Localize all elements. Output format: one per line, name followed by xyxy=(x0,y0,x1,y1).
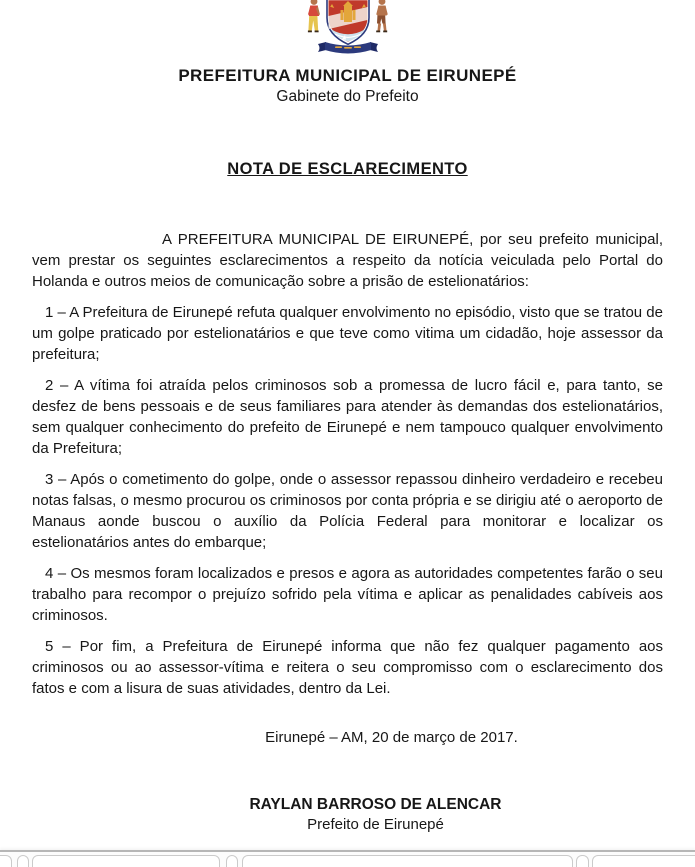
department-name: Gabinete do Prefeito xyxy=(276,88,419,105)
bottom-bar-field[interactable] xyxy=(592,855,695,867)
bottom-form-bar xyxy=(0,850,695,867)
note-item-5: 5 – Por fim, a Prefeitura de Eirunepé informa que não fez qualquer pagamento aos criminosos ou ao assessor-vítima e reitera o seu compromisso com o esclarecimento dos fatos e com a lisura de suas atividades, dentro da Lei. xyxy=(32,638,663,697)
dateline: Eirunepé – AM, 20 de março de 2017. xyxy=(265,729,518,746)
crest-left-figure xyxy=(307,0,319,32)
note-item-4: 4 – Os mesmos foram localizados e presos e agora as autoridades competentes farão o seu trabalho para recompor o prejuízo sofrido pela vítima e aplicar as penalidades cabíveis aos criminosos. xyxy=(32,565,663,624)
note-item-1: 1 – A Prefeitura de Eirunepé refuta qualquer envolvimento no episódio, visto que se tratou de um golpe praticado por estelionatários e que teve como vitima um cidadão, hoje assessor da prefeitura; xyxy=(32,304,663,363)
note-item-3: 3 – Após o cometimento do golpe, onde o assessor repassou dinheiro verdadeiro e recebeu notas falsas, o mesmo procurou os criminosos por conta própria e se dirigiu até o aeroporto de Manaus aonde buscou o auxílio da Polícia Federal para monitorar e localizar os estelionatários antes do embarque; xyxy=(32,471,663,551)
note-title: NOTA DE ESCLARECIMENTO xyxy=(227,160,468,178)
bottom-bar-field[interactable] xyxy=(226,855,238,867)
note-item-2: 2 – A vítima foi atraída pelos criminosos sob a promessa de lucro fácil e, para tanto, se desfez de bens pessoais e de seus familiares para atender às demandas dos estelionatários, sem qualquer conhecimento do prefeito de Eirunepé e nem tampouco qualquer envolvimento da Prefeitura; xyxy=(32,377,663,457)
signature-block xyxy=(32,794,663,835)
bottom-bar-field[interactable] xyxy=(576,855,589,867)
note-body xyxy=(32,159,663,835)
signature-role: Prefeito de Eirunepé xyxy=(307,816,444,833)
letterhead xyxy=(0,0,695,107)
coat-of-arms-icon xyxy=(304,0,392,60)
bottom-bar-field[interactable] xyxy=(17,855,29,867)
bottom-bar-field[interactable] xyxy=(242,855,573,867)
intro-paragraph: A PREFEITURA MUNICIPAL DE EIRUNEPÉ, por seu prefeito municipal, vem prestar os seguintes esclarecimentos a respeito da notícia veiculada pelo Portal do Holanda e outros meios de comunicação sobre a prisão de estelionatários: xyxy=(32,231,663,290)
bottom-bar-field[interactable] xyxy=(0,855,12,867)
signature-name: RAYLAN BARROSO DE ALENCAR xyxy=(249,796,502,813)
bottom-bar-field[interactable] xyxy=(32,855,220,867)
crest-shield xyxy=(327,0,369,44)
org-name: PREFEITURA MUNICIPAL DE EIRUNEPÉ xyxy=(178,66,517,85)
crest-right-figure xyxy=(376,0,388,32)
